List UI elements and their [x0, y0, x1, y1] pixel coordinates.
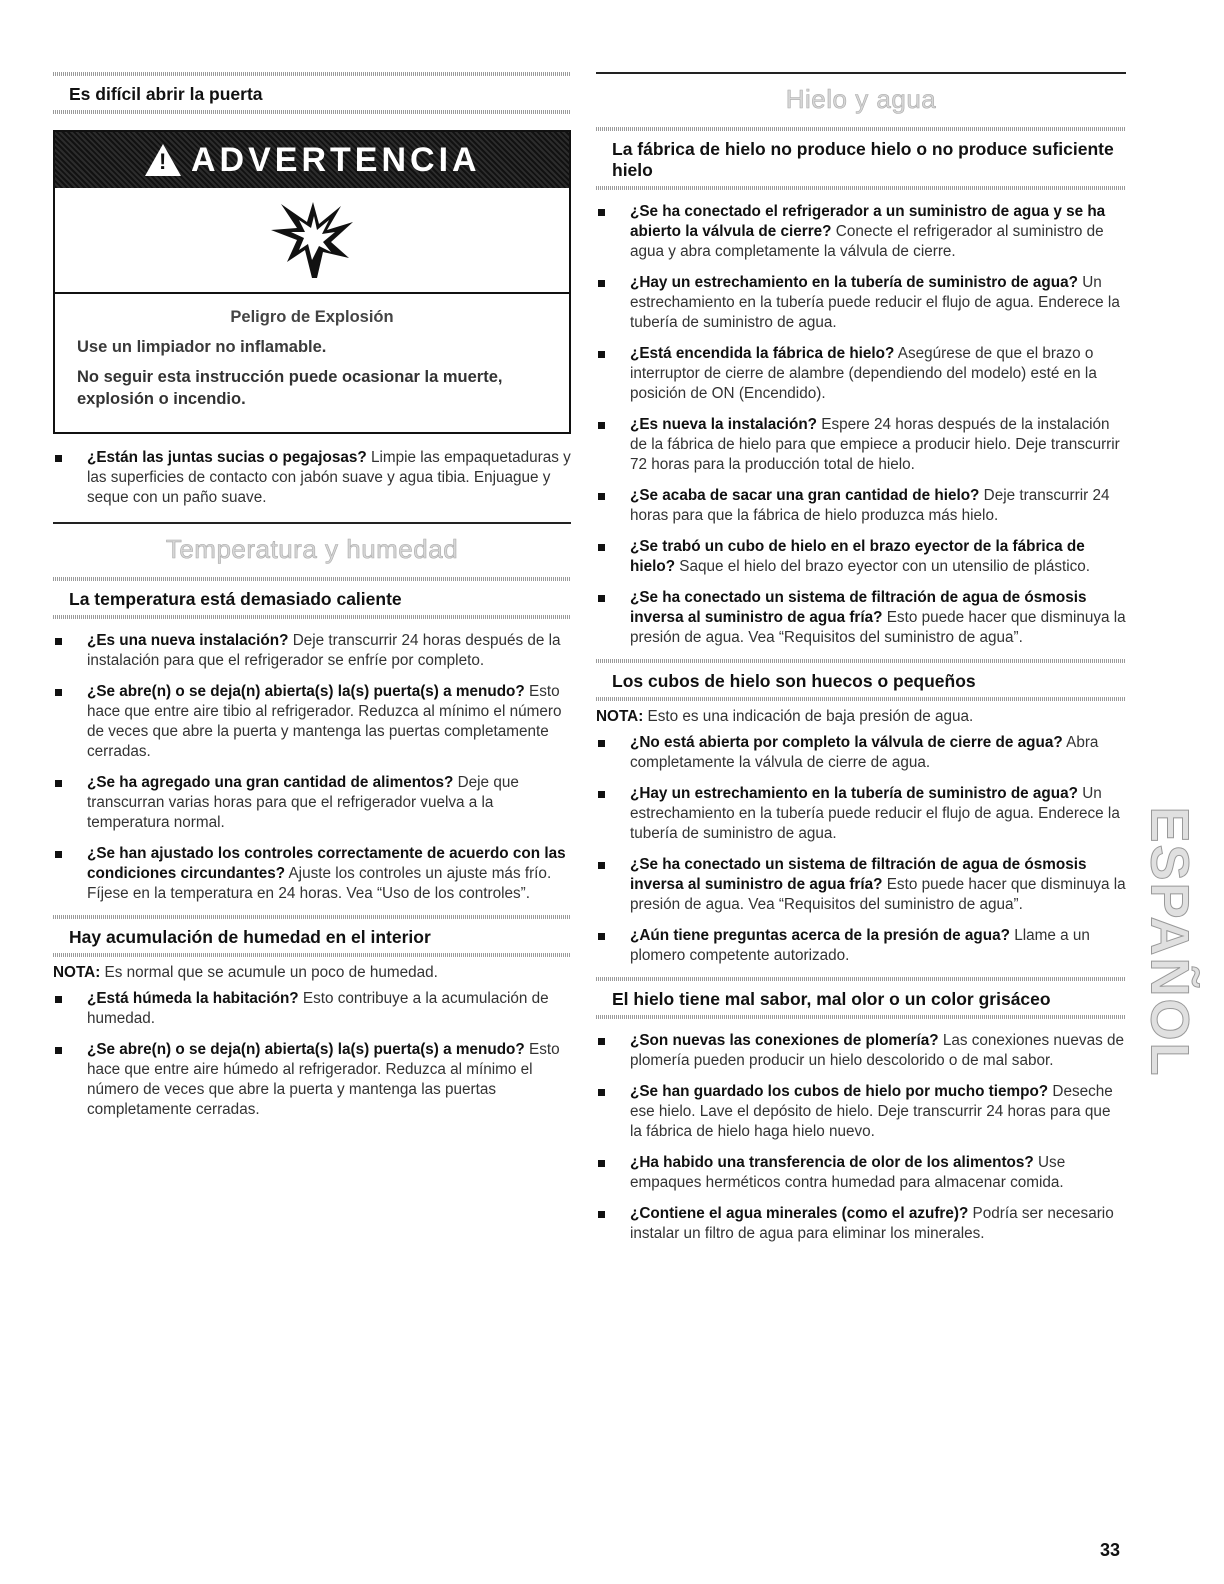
item-answer: Asegúrese de que el brazo o interruptor de cierre de alambre (dependiendo del modelo) esté en la posición de ON (Encendido). — [630, 345, 1097, 402]
item-question: ¿Se ha conectado un sistema de filtración de agua de ósmosis inversa al suministro de agua fría? — [630, 856, 1087, 893]
item-question: ¿Se han ajustado los controles correctamente de acuerdo con las condiciones circundantes? — [87, 845, 566, 882]
taste-list — [596, 1031, 1126, 1244]
list-item — [596, 1031, 1126, 1071]
list-item — [53, 1040, 571, 1120]
item-question: ¿Se abre(n) o se deja(n) abierta(s) la(s) puerta(s) a menudo? — [87, 1041, 525, 1058]
warning-box — [53, 130, 571, 434]
list-item — [596, 202, 1126, 262]
list-item — [596, 588, 1126, 648]
divider — [596, 1015, 1126, 1019]
list-item — [53, 989, 571, 1029]
item-question: ¿Contiene el agua minerales (como el azufre)? — [630, 1205, 969, 1222]
item-answer: Espere 24 horas después de la instalación de la fábrica de hielo para que empiece a producir hielo. Deje transcurrir 72 horas para la producción total de hielo. — [630, 416, 1120, 473]
page-number: 33 — [1100, 1540, 1121, 1560]
list-item — [596, 344, 1126, 404]
list-item — [596, 733, 1126, 773]
list-item — [596, 1204, 1126, 1244]
list-item — [596, 415, 1126, 475]
list-item — [596, 486, 1126, 526]
item-answer: Deje transcurrir 24 horas para que la fábrica de hielo produzca más hielo. — [630, 487, 1110, 524]
item-question: ¿Ha habido una transferencia de olor de los alimentos? — [630, 1154, 1034, 1171]
list-item — [53, 844, 571, 904]
divider — [596, 186, 1126, 190]
temp-heading: La temperatura está demasiado caliente — [69, 589, 402, 609]
item-question: ¿Son nuevas las conexiones de plomería? — [630, 1032, 939, 1049]
item-answer: Esto hace que entre aire húmedo al refrigerador. Reduzca al mínimo el número de veces que abre la puerta y mantenga las puertas completamente cerradas. — [87, 1041, 560, 1118]
item-answer: Deje que transcurran varias horas para que el refrigerador vuelva a la temperatura normal. — [87, 774, 519, 831]
humid-note: NOTA: Es normal que se acumule un poco de humedad. — [53, 964, 438, 981]
warning-line: No seguir esta instrucción puede ocasionar la muerte, explosión o incendio. — [77, 368, 503, 408]
item-answer: Esto hace que entre aire tibio al refrigerador. Reduzca al mínimo el número de veces que abre la puerta y mantenga las puertas completamente cerradas. — [87, 683, 562, 760]
item-answer: Use empaques herméticos contra humedad para almacenar comida. — [630, 1154, 1066, 1191]
cubes-heading: Los cubos de hielo son huecos o pequeños — [612, 671, 976, 691]
item-question: ¿Hay un estrechamiento en la tubería de suministro de agua? — [630, 785, 1078, 802]
warning-banner-text: ADVERTENCIA — [191, 140, 481, 179]
list-item — [53, 631, 571, 671]
door-heading: Es difícil abrir la puerta — [69, 84, 263, 104]
item-answer: Esto puede hacer que disminuya la presión de agua. Vea “Requisitos del suministro de agua”. — [630, 609, 1126, 646]
item-question: ¿Se abre(n) o se deja(n) abierta(s) la(s) puerta(s) a menudo? — [87, 683, 525, 700]
item-answer: Las conexiones nuevas de plomería pueden producir un hielo descolorido o de mal sabor. — [630, 1032, 1124, 1069]
item-answer: Llame a un plomero competente autorizado. — [630, 927, 1090, 964]
warning-triangle-icon: ! — [145, 144, 181, 176]
list-item — [596, 1153, 1126, 1193]
list-item — [596, 537, 1126, 577]
warning-line: Use un limpiador no inflamable. — [77, 338, 327, 356]
divider — [53, 953, 571, 957]
cubes-list — [596, 733, 1126, 966]
divider — [53, 615, 571, 619]
divider — [596, 697, 1126, 701]
item-answer: Deje transcurrir 24 horas después de la instalación para que el refrigerador se enfríe por completo. — [87, 632, 561, 669]
left-column — [53, 72, 571, 1131]
temp-list — [53, 631, 571, 904]
list-item — [596, 273, 1126, 333]
humid-heading: Hay acumulación de humedad en el interior — [69, 927, 431, 947]
right-column — [596, 72, 1126, 1255]
item-question: ¿Están las juntas sucias o pegajosas? — [87, 449, 367, 466]
warning-banner — [55, 132, 569, 188]
divider — [53, 110, 571, 114]
item-answer: Un estrechamiento en la tubería puede reducir el flujo de agua. Enderece la tubería de suministro de agua. — [630, 274, 1120, 331]
door-list — [53, 448, 571, 508]
list-item — [596, 855, 1126, 915]
section-title-temp: Temperatura y humedad — [165, 534, 459, 564]
item-question: ¿Es nueva la instalación? — [630, 416, 818, 433]
item-question: ¿No está abierta por completo la válvula de cierre de agua? — [630, 734, 1063, 751]
item-question: ¿Se trabó un cubo de hielo en el brazo eyector de la fábrica de hielo? — [630, 538, 1085, 575]
item-question: ¿Aún tiene preguntas acerca de la presión de agua? — [630, 927, 1010, 944]
ice-heading: La fábrica de hielo no produce hielo o no produce suficiente hielo — [612, 139, 1114, 180]
item-answer: Esto contribuye a la acumulación de humedad. — [87, 990, 549, 1027]
warning-body — [55, 294, 569, 432]
list-item — [53, 682, 571, 762]
item-answer: Conecte el refrigerador al suministro de agua y abra completamente la válvula de cierre. — [630, 223, 1104, 260]
item-question: ¿Se ha conectado un sistema de filtración de agua de ósmosis inversa al suministro de agua fría? — [630, 589, 1087, 626]
list-item — [53, 448, 571, 508]
humid-list — [53, 989, 571, 1120]
item-answer: Ajuste los controles un ajuste más frío. Fíjese en la temperatura en 24 horas. Vea “Uso de los controles”. — [87, 865, 552, 902]
list-item — [596, 926, 1126, 966]
taste-heading: El hielo tiene mal sabor, mal olor o un color grisáceo — [612, 989, 1051, 1009]
language-tab-label: ESPAÑOL — [1140, 806, 1200, 1078]
item-answer: Deseche ese hielo. Lave el depósito de hielo. Deje transcurrir 24 horas para que la fábrica de hielo haga hielo nuevo. — [630, 1083, 1113, 1140]
item-answer: Limpie las empaquetaduras y las superficies de contacto con jabón suave y agua tibia. Enjuague y seque con un paño suave. — [87, 449, 571, 506]
explosion-icon — [55, 188, 569, 294]
item-answer: Saque el hielo del brazo eyector con un utensilio de plástico. — [675, 558, 1091, 575]
list-item — [596, 784, 1126, 844]
item-answer: Podría ser necesario instalar un filtro de agua para eliminar los minerales. — [630, 1205, 1114, 1242]
cubes-note: NOTA: Esto es una indicación de baja presión de agua. — [596, 708, 974, 725]
item-question: ¿Se acaba de sacar una gran cantidad de hielo? — [630, 487, 980, 504]
section-title-ice: Hielo y agua — [785, 84, 937, 114]
list-item — [596, 1082, 1126, 1142]
item-question: ¿Se ha conectado el refrigerador a un suministro de agua y se ha abierto la válvula de cierre? — [630, 203, 1106, 240]
list-item — [53, 773, 571, 833]
ice-list — [596, 202, 1126, 648]
item-answer: Esto puede hacer que disminuya la presión de agua. Vea “Requisitos del suministro de agua”. — [630, 876, 1126, 913]
item-answer: Abra completamente la válvula de cierre de agua. — [630, 734, 1099, 771]
item-question: ¿Hay un estrechamiento en la tubería de suministro de agua? — [630, 274, 1078, 291]
item-question: ¿Es una nueva instalación? — [87, 632, 289, 649]
item-question: ¿Se han guardado los cubos de hielo por mucho tiempo? — [630, 1083, 1049, 1100]
language-side-tab — [1140, 806, 1200, 1078]
item-question: ¿Está encendida la fábrica de hielo? — [630, 345, 895, 362]
item-answer: Un estrechamiento en la tubería puede reducir el flujo de agua. Enderece la tubería de suministro de agua. — [630, 785, 1120, 842]
item-question: ¿Está húmeda la habitación? — [87, 990, 299, 1007]
item-question: ¿Se ha agregado una gran cantidad de alimentos? — [87, 774, 454, 791]
warning-title: Peligro de Explosión — [230, 308, 394, 326]
